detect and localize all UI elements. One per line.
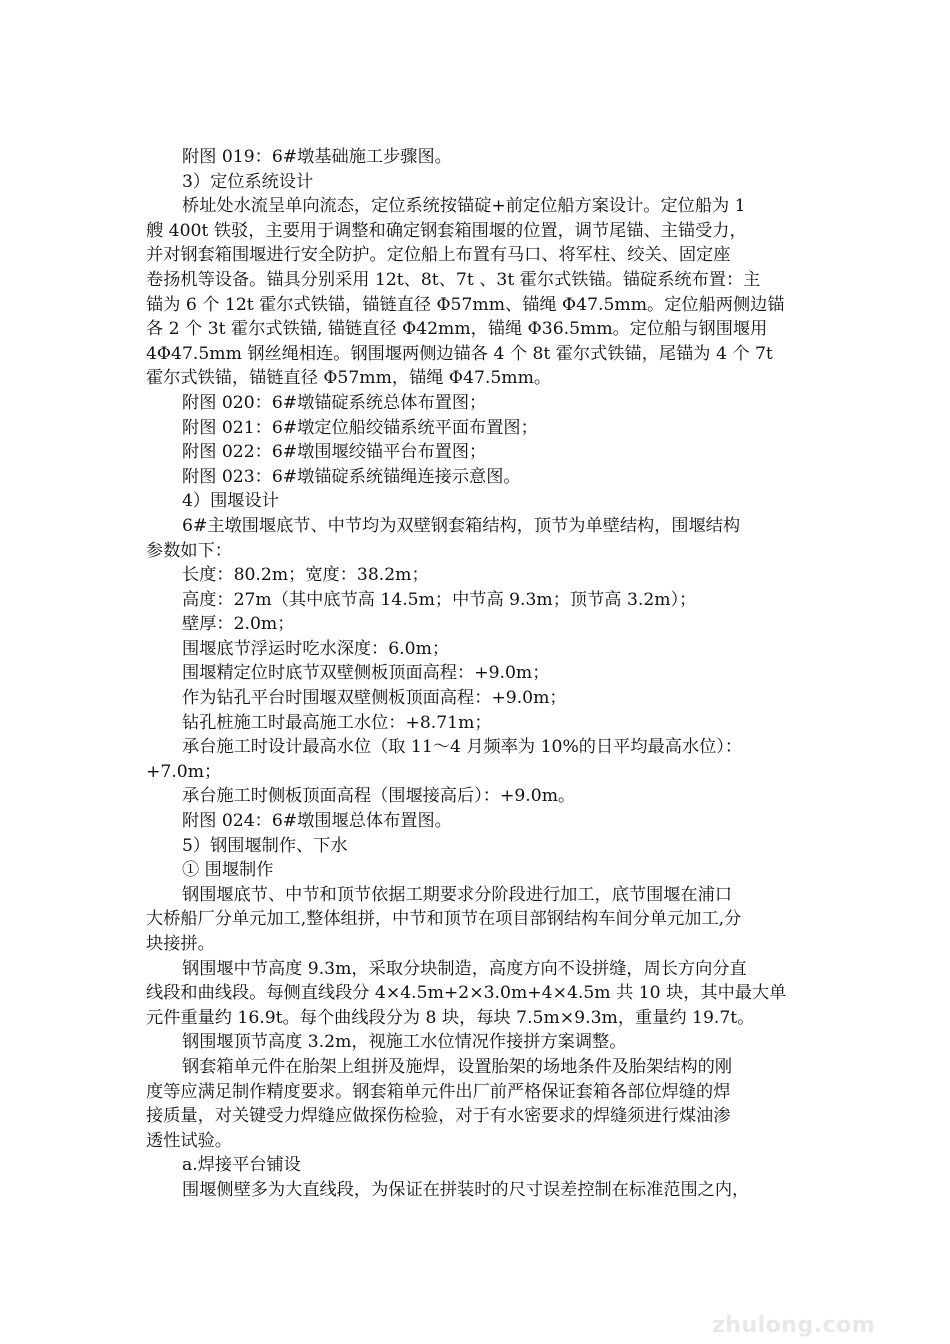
figure-reference: 附图 023：6#墩锚碇系统锚绳连接示意图。	[182, 466, 521, 487]
figure-reference: 附图 021：6#墩定位船绞锚系统平面布置图；	[182, 417, 538, 438]
paragraph-line: 参数如下：	[146, 540, 232, 561]
figure-reference: 附图 022：6#墩围堰绞锚平台布置图；	[182, 442, 487, 463]
parameter-item: 承台施工时设计最高水位（取 11～4 月频率为 10%的日平均最高水位）：	[182, 737, 743, 758]
paragraph-line: 6#主墩围堰底节、中节均为双壁钢套箱结构，顶节为单壁结构，围堰结构	[182, 515, 741, 536]
paragraph-line: 度等应满足制作精度要求。钢套箱单元件出厂前严格保证套箱各部位焊缝的焊	[146, 1081, 731, 1102]
parameter-item: 作为钻孔平台时围堰双壁侧板顶面高程：+9.0m；	[182, 688, 567, 709]
parameter-item: 围堰底节浮运时吃水深度：6.0m；	[182, 638, 450, 659]
subsection-heading: ① 围堰制作	[182, 860, 274, 881]
paragraph-line: 桥址处水流呈单向流态，定位系统按锚碇+前定位船方案设计。定位船为 1	[182, 196, 746, 217]
paragraph-line: 线段和曲线段。每侧直线段分 4×4.5m+2×3.0m+4×4.5m 共 10 块，其中最大单	[146, 983, 787, 1004]
paragraph-line: 钢围堰底节、中节和顶节依据工期要求分阶段进行加工，底节围堰在浦口	[182, 884, 733, 905]
paragraph-line: 接质量，对关键受力焊缝应做探伤检验，对于有水密要求的焊缝须进行煤油渗	[146, 1106, 731, 1127]
figure-reference: 附图 024：6#墩围堰总体布置图。	[182, 811, 452, 832]
parameter-item: 围堰精定位时底节双壁侧板顶面高程：+9.0m；	[182, 663, 550, 684]
paragraph-line: 元件重量约 16.9t。每个曲线段分为 8 块，每块 7.5m×9.3m，重量约 19.7t。	[146, 1007, 755, 1028]
paragraph-line: 钢围堰中节高度 9.3m，采取分块制造，高度方向不设拼缝，周长方向分直	[182, 958, 747, 979]
section-heading: 5）钢围堰制作、下水	[182, 835, 348, 856]
paragraph-line: 透性试验。	[146, 1130, 232, 1151]
paragraph-line: 霍尔式铁锚，锚链直径 Φ57mm，锚绳 Φ47.5mm。	[146, 368, 552, 389]
paragraph-line: 块接拼。	[146, 934, 215, 954]
paragraph-line: 卷扬机等设备。锚具分别采用 12t、8t、7t 、3t 霍尔式铁锚。锚碇系统布置：主	[146, 269, 761, 290]
parameter-item: 承台施工时侧板顶面高程（围堰接高后）：+9.0m。	[182, 786, 576, 807]
section-heading: 3）定位系统设计	[182, 171, 314, 192]
parameter-item: 壁厚：2.0m；	[182, 614, 295, 635]
body-text	[146, 145, 806, 1203]
parameter-item: 高度：27m（其中底节高 14.5m；中节高 9.3m；顶节高 3.2m）；	[182, 589, 697, 610]
parameter-item: 钻孔桩施工时最高施工水位：+8.71m；	[182, 712, 492, 733]
paragraph-line: 钢围堰顶节高度 3.2m，视施工水位情况作接拼方案调整。	[182, 1032, 627, 1053]
paragraph-line: 大桥船厂分单元加工,整体组拼，中节和顶节在项目部钢结构车间分单元加工,分	[146, 909, 742, 930]
paragraph-line: 锚为 6 个 12t 霍尔式铁锚，锚链直径 Φ57mm、锚绳 Φ47.5mm。定位船两侧边锚	[146, 294, 785, 315]
figure-reference: 附图 019：6#墩基础施工步骤图。	[182, 147, 452, 167]
paragraph-line: 围堰侧壁多为大直线段，为保证在拼装时的尺寸误差控制在标准范围之内，	[182, 1179, 750, 1200]
section-heading: 4）围堰设计	[182, 491, 279, 512]
parameter-item: 长度：80.2m；宽度：38.2m；	[182, 565, 429, 586]
paragraph-line: 并对钢套箱围堰进行安全防护。定位船上布置有马口、将军柱、绞关、固定座	[146, 245, 731, 266]
paragraph-line: 钢套箱单元件在胎架上组拼及施焊，设置胎架的场地条件及胎架结构的刚	[182, 1056, 733, 1077]
paragraph-line: 艘 400t 铁驳，主要用于调整和确定钢套箱围堰的位置，调节尾锚、主锚受力，	[146, 220, 747, 241]
subsection-heading: a.焊接平台铺设	[182, 1155, 301, 1176]
paragraph-line: 各 2 个 3t 霍尔式铁锚, 锚链直径 Φ42mm，锚绳 Φ36.5mm。定位船与钢围堰用	[146, 319, 768, 340]
paragraph-line: 4Φ47.5mm 钢丝绳相连。钢围堰两侧边锚各 4 个 8t 霍尔式铁锚，尾锚为 4 个 7t	[146, 343, 773, 364]
parameter-item: +7.0m；	[146, 761, 222, 782]
watermark: zhulong.com	[712, 1313, 876, 1338]
figure-reference: 附图 020：6#墩锚碇系统总体布置图；	[182, 392, 487, 413]
